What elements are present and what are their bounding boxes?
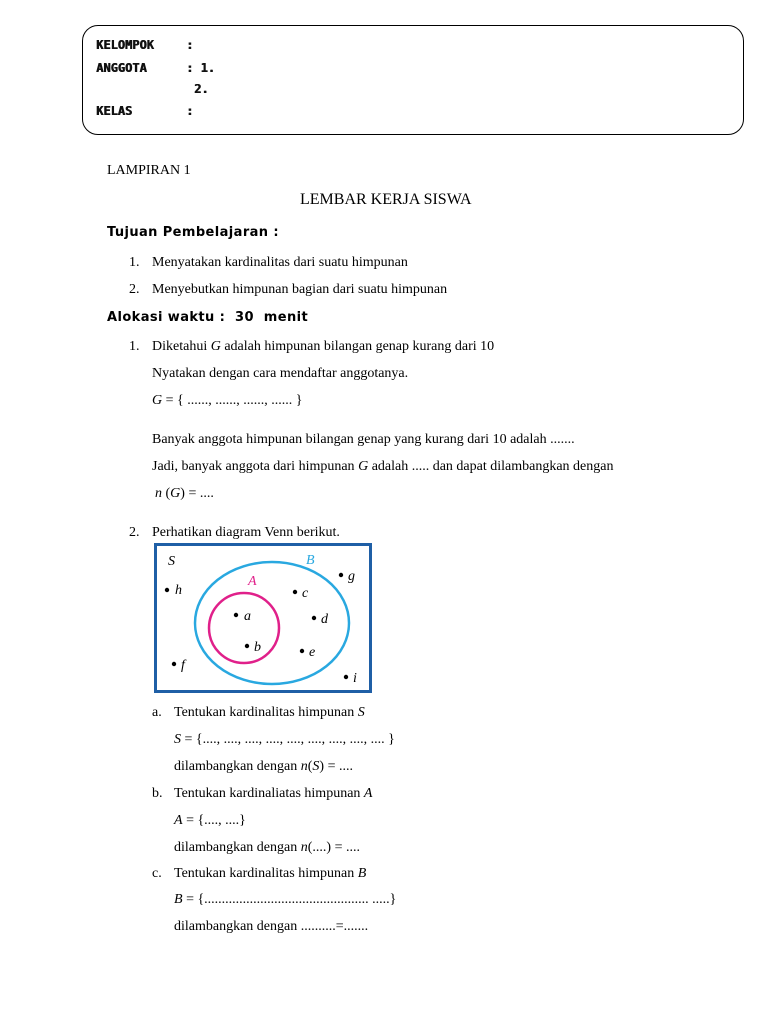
point-d-dot <box>312 616 316 620</box>
point-a-label: a <box>244 609 251 624</box>
venn-diagram <box>154 543 372 693</box>
kelompok-label: KELOMPOK <box>96 38 154 52</box>
group-info-box <box>82 25 744 135</box>
label-a: A <box>248 574 257 589</box>
point-e-dot <box>300 649 304 653</box>
point-f-label: f <box>181 658 185 673</box>
q2b-letter: b. <box>152 786 163 801</box>
point-c-label: c <box>302 586 309 601</box>
point-f-dot <box>172 662 176 666</box>
point-b-dot <box>245 644 249 648</box>
universal-set-frame <box>156 545 371 692</box>
q1-line-2: Nyatakan dengan cara mendaftar anggotanya. <box>152 366 409 381</box>
q2a-line-1: Tentukan kardinalitas himpunan S <box>174 705 365 720</box>
lampiran-label: LAMPIRAN 1 <box>107 163 191 178</box>
kelas-separator: : <box>186 104 194 118</box>
q2c-set-b-blank: B = {............................................... .....} <box>174 892 397 907</box>
set-a-circle <box>209 593 279 663</box>
q1-cardinality-blank: n (G) = .... <box>155 486 214 501</box>
q2c-letter: c. <box>152 866 162 881</box>
point-e-label: e <box>309 645 316 660</box>
kelompok-separator: : <box>186 38 194 52</box>
point-c-dot <box>293 590 297 594</box>
q2b-cardinality-blank: dilambangkan dengan n(....) = .... <box>174 840 360 855</box>
anggota-label: ANGGOTA <box>96 61 147 75</box>
tujuan-item-2-text: Menyebutkan himpunan bagian dari suatu himpunan <box>152 282 448 297</box>
alokasi-waktu: Alokasi waktu : 30 menit <box>107 310 309 325</box>
point-d-label: d <box>321 612 328 627</box>
point-h-dot <box>165 588 169 592</box>
point-g-label: g <box>348 569 355 584</box>
tujuan-item-2-number: 2. <box>129 282 140 297</box>
worksheet-title: LEMBAR KERJA SISWA <box>300 191 472 208</box>
label-b: B <box>306 553 315 568</box>
q1-set-g-blank: G = { ......, ......, ......, ...... } <box>152 393 303 408</box>
q1-line-1: Diketahui G adalah himpunan bilangan genap kurang dari 10 <box>152 339 495 354</box>
q2c-cardinality-blank: dilambangkan dengan ..........=....... <box>174 919 369 934</box>
tujuan-heading: Tujuan Pembelajaran : <box>107 225 279 240</box>
q2-number: 2. <box>129 525 140 540</box>
kelas-label: KELAS <box>96 104 133 118</box>
venn-svg <box>154 543 372 693</box>
point-a-dot <box>234 613 238 617</box>
point-i-label: i <box>353 671 357 686</box>
q2a-set-s-blank: S = {...., ...., ...., ...., ...., ...., ...., ...., .... } <box>174 732 395 747</box>
q2c-line-1: Tentukan kardinalitas himpunan B <box>174 866 367 881</box>
point-g-dot <box>339 573 343 577</box>
q2b-line-1: Tentukan kardinaliatas himpunan A <box>174 786 373 801</box>
q1-number: 1. <box>129 339 140 354</box>
tujuan-item-1-number: 1. <box>129 255 140 270</box>
anggota-item-2: 2. <box>194 82 209 96</box>
point-h-label: h <box>175 583 182 598</box>
anggota-item-1: : 1. <box>186 61 215 75</box>
point-b-label: b <box>254 640 261 655</box>
q2b-set-a-blank: A = {...., ....} <box>174 813 246 828</box>
tujuan-item-1-text: Menyatakan kardinalitas dari suatu himpunan <box>152 255 408 270</box>
q2a-cardinality-blank: dilambangkan dengan n(S) = .... <box>174 759 353 774</box>
q1-line-5: Jadi, banyak anggota dari himpunan G adalah ..... dan dapat dilambangkan dengan <box>152 459 614 474</box>
q2a-letter: a. <box>152 705 162 720</box>
q2-text: Perhatikan diagram Venn berikut. <box>152 525 340 540</box>
label-s: S <box>168 554 175 569</box>
q1-line-4: Banyak anggota himpunan bilangan genap yang kurang dari 10 adalah ....... <box>152 432 575 447</box>
point-i-dot <box>344 675 348 679</box>
